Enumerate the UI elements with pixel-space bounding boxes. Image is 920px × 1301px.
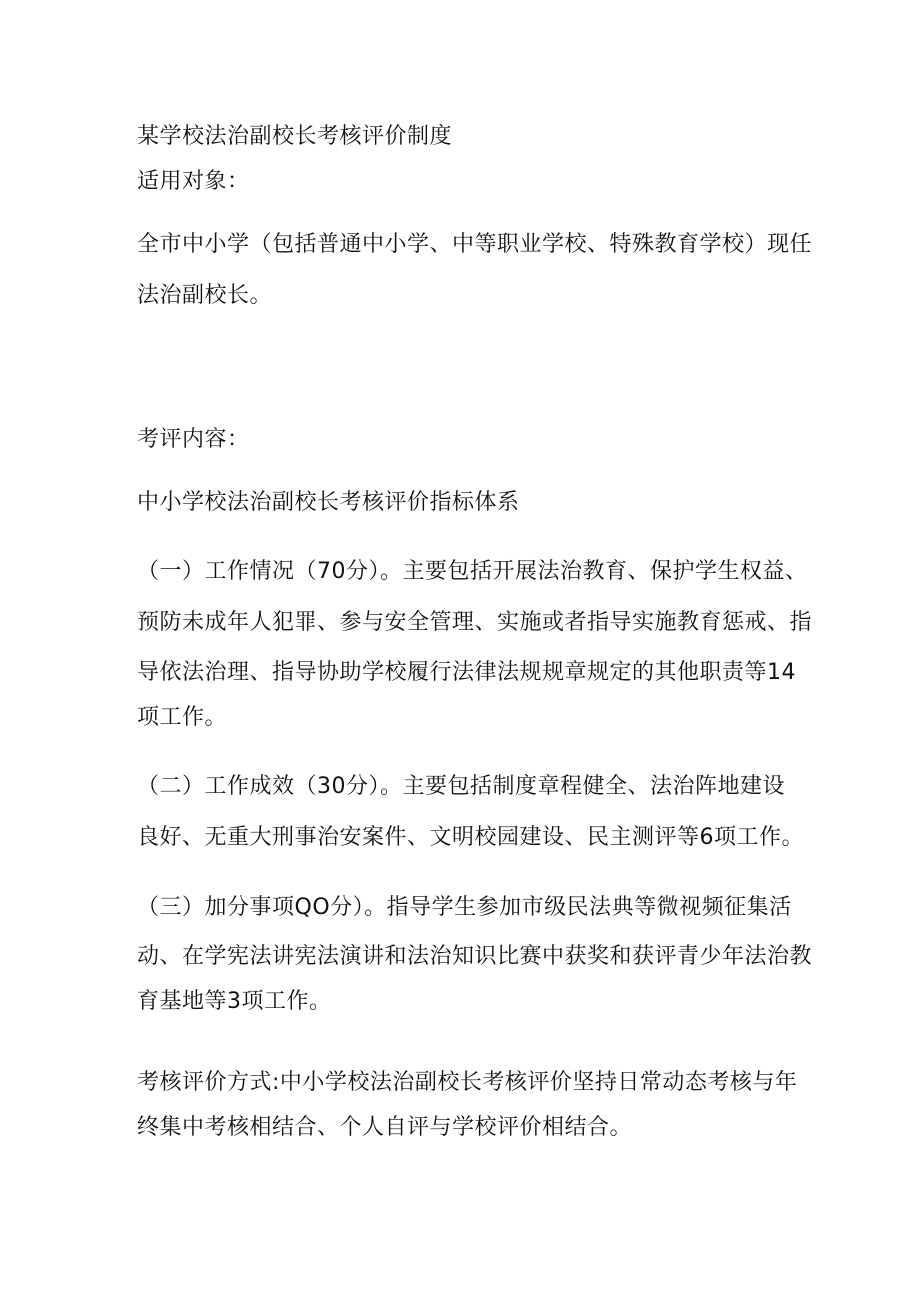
section1-line: （一）工作情况（70分）。主要包括开展法治教育、保护学生权益、	[137, 559, 808, 584]
document-title: 某学校法治副校长考核评价制度	[137, 124, 453, 149]
applicable-text-line: 法治副校长。	[137, 283, 273, 308]
method-line: 终集中考核相结合、个人自评与学校评价相结合。	[137, 1115, 633, 1140]
section3-line: （三）加分事项QO分）。指导学生参加市级民法典等微视频征集活	[137, 895, 792, 920]
section2-line: （二）工作成效（30分）。主要包括制度章程健全、法治阵地建设	[137, 774, 785, 799]
applicable-label: 适用对象：	[137, 169, 250, 194]
section2-line: 良好、无重大刑事治安案件、文明校园建设、民主测评等6项工作。	[137, 825, 804, 850]
section3-line: 育基地等3项工作。	[137, 989, 332, 1014]
method-line: 考核评价方式:中小学校法治副校长考核评价坚持日常动态考核与年	[137, 1070, 798, 1095]
section1-line: 导依法治理、指导协助学校履行法律法规规章规定的其他职责等14	[137, 660, 796, 685]
content-label: 考评内容：	[137, 427, 250, 452]
section1-line: 预防未成年人犯罪、参与安全管理、实施或者指导实施教育惩戒、指	[137, 610, 813, 635]
section1-line: 项工作。	[137, 705, 228, 730]
index-title: 中小学校法治副校长考核评价指标体系	[137, 490, 520, 515]
section3-line: 动、在学宪法讲宪法演讲和法治知识比赛中获奖和获评青少年法治教	[137, 944, 813, 969]
applicable-text-line: 全市中小学（包括普通中小学、中等职业学校、特殊教育学校）现任	[137, 232, 813, 257]
